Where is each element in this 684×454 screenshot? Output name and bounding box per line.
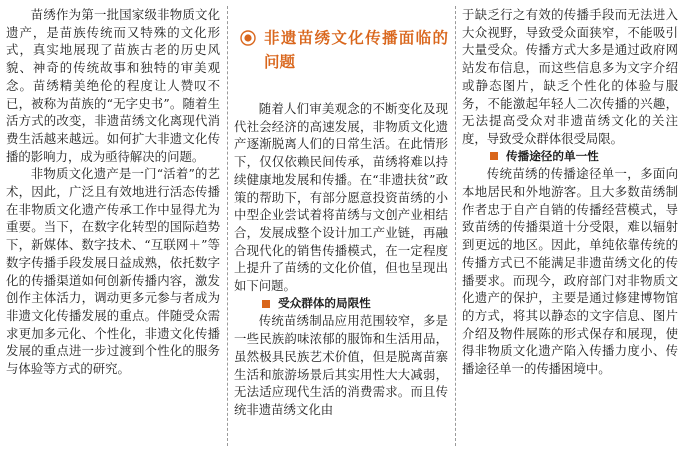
subheading-text: 传播途径的单一性 xyxy=(506,148,599,163)
square-bullet-icon xyxy=(262,300,270,308)
paragraph: 传统苗绣的传播途径单一，多面向本地居民和外地游客。且大多数苗绣制作者忠于自产自销的传播经营模式，导致苗绣的传播渠道十分受限，难以辐射到更远的地区。因此，单纯依靠传统的传播方式已不能满足非遗苗绣文化的传播要求。而现今，政府部门对非物质文化遗产的保护，主要是通过修建博物馆的方式，将其以静态的文字信息、图片介绍及物件展陈的形式保存和展现，使得非物质文化遗产陷入传播力度小、传播途径单一的传播困境中。 xyxy=(462,166,678,377)
paragraph: 随着人们审美观念的不断变化及现代社会经济的高速发展，非物质文化遗产逐渐脱离人们的日常生活。在此情形下，仅仅依赖民间传承，苗绣将难以持续健康地发展和传播。在“非遗扶贫”政策的帮助下，有部分愿意投资苗绣的小中型企业尝试着将苗绣与文创产业相结合，发展成整个设计加工产业链，再融合现代化的销售传播模式，在一定程度上提升了苗绣的文化价值，但也呈现出如下问题。 xyxy=(234,101,448,294)
target-circle-icon xyxy=(240,30,256,46)
paragraph: 苗绣作为第一批国家级非物质文化遗产，是苗族传统而又特殊的文化形式，真实地展现了苗族古老的历史风貌、神奇的传统故事和独特的审美观念。苗绣精美绝伦的程度让人赞叹不已，被称为苗族的“无字史书”。随着生活方式的改变，非遗苗绣文化离现代消费生活越来越远。如何扩大非遗文化传播的影响力，成为亟待解决的问题。 xyxy=(6,7,220,164)
subheading-text: 受众群体的局限性 xyxy=(278,295,371,310)
column-divider xyxy=(227,6,228,446)
paragraph: 传统苗绣制品应用范围较窄，多是一些民族韵味浓郁的服饰和生活用品，虽然极具民族艺术价值，但是脱离苗寨生活和旅游场景后其实用性大大减弱，无法适应现代生活的消费需求。而且传统非遗苗绣文化由 xyxy=(234,313,448,417)
subheading xyxy=(234,295,448,313)
column-divider xyxy=(455,6,456,446)
square-bullet-icon xyxy=(490,152,498,160)
column-3 xyxy=(462,6,678,448)
column-1 xyxy=(6,6,220,448)
subheading xyxy=(462,148,678,166)
paragraph: 非物质文化遗产是一门“活着”的艺术，因此，广泛且有效地进行活态传播在非物质文化遗产传承工作中显得尤为重要。当下，在数字化转型的国际趋势下，新媒体、数字技术、“互联网＋”等数字传播手段发展日益成熟，依托数字化的传播渠道如何创新传播内容，激发创作主体活力，调动更多元参与者成为非遗文化传播发展的重点。伴随受众需求更加多元化、个性化，非遗文化传播发展的重点进一步过渡到个性化的服务与体验等方式的研究。 xyxy=(6,166,220,377)
section-heading-text: 非遗苗绣文化传播面临的问题 xyxy=(264,29,448,71)
section-heading xyxy=(234,26,448,74)
paragraph: 于缺乏行之有效的传播手段而无法进入大众视野，导致受众面狭窄，不能吸引大量受众。传播方式大多是通过政府网站发布信息，而这些信息多为文字介绍或静态图片，缺乏个性化的体验与服务，不能激起年轻人二次传播的兴趣，无法提高受众对非遗苗绣文化的关注度，导致受众群体很受局限。 xyxy=(462,7,678,146)
column-2 xyxy=(234,6,448,448)
